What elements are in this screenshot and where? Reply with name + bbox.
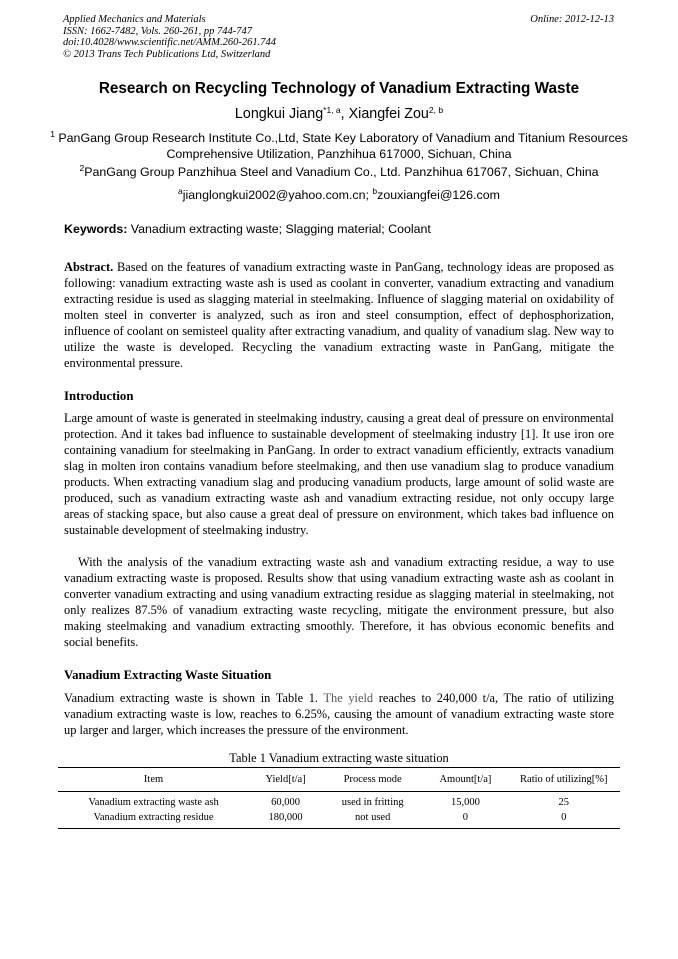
email-line (40, 188, 638, 202)
author-2-name: Xiangfei Zou (348, 106, 429, 122)
affiliation-2-superscript: 2 (79, 163, 85, 173)
situation-heading: Vanadium Extracting Waste Situation (64, 668, 272, 682)
keywords-text: Vanadium extracting waste; Slagging material; Coolant (127, 222, 431, 236)
situation-text-end: reaches to 240,000 t/a, The ratio of utilizing vanadium extracting waste is low, reaches to 6.25%, causing the amount of vanadium extracting waste store up larger and larger, which increases the pressure of the environment. (64, 691, 615, 737)
email-b-superscript: b (372, 186, 378, 196)
situation-text-start: Vanadium extracting waste is shown in Table 1. (64, 691, 324, 705)
affiliation-1-text: PanGang Group Research Institute Co.,Ltd, State Key Laboratory of Vanadium and Titanium Resources Comprehensive Utilization, Panzhihua 617000, Sichuan, China (54, 131, 628, 161)
table-row (58, 792, 620, 811)
keywords-label: Keywords: (64, 222, 128, 236)
table-cell-amount: 15,000 (450, 797, 480, 808)
introduction-heading: Introduction (64, 389, 134, 403)
situation-paragraph (64, 690, 614, 738)
author-2-superscript: 2, b (428, 105, 444, 115)
table-header-process-mode: Process mode (322, 768, 423, 792)
table-cell-yield: 180,000 (249, 810, 322, 829)
email-a-superscript: a (178, 186, 183, 196)
table-cell-amount: 0 (423, 810, 507, 829)
introduction-paragraph-1: Large amount of waste is generated in steelmaking industry, causing a great deal of pressure on environmental protection. And it takes bad influence to sustainable development of steelmaking industry [1]. It use iron ore containing vanadium for steelmaking in PanGang. In order to extract vanadium efficiently, extracts vanadium slag in molten iron contains vanadium before steelmaking, and then use vanadium slag to produce vanadium products. When extracting vanadium slag and producing vanadium products, large amount of solid waste are produced, such as vanadium extracting waste ash and vanadium extracting residue, not only occupy large areas of stacking space, but also cause a great deal of pressure on environment, which takes bad influence on sustainable development of steelmaking industry. (64, 411, 614, 537)
table-header-amount: Amount[t/a] (423, 768, 507, 792)
email-b-link[interactable]: zouxiangfei@126.com (377, 188, 500, 202)
paper-title: Research on Recycling Technology of Vanadium Extracting Waste (98, 80, 580, 97)
author-line (0, 106, 678, 122)
author-1-superscript: *1, a (323, 105, 341, 115)
table-row (58, 810, 620, 829)
table-cell-yield: 60,000 (271, 797, 301, 808)
affiliation-2-text: PanGang Group Panzhihua Steel and Vanadium Co., Ltd. Panzhihua 617067, Sichuan, China (84, 165, 599, 179)
issn-line: ISSN: 1662-7482, Vols. 260-261, pp 744-747 (63, 25, 252, 37)
keywords (64, 222, 624, 236)
table-cell-process-mode: used in fritting (341, 797, 404, 808)
table-cell-ratio: 0 (508, 810, 620, 829)
abstract (64, 259, 614, 371)
table-1-caption: Table 1 Vanadium extracting waste situation (229, 751, 449, 765)
online-date: Online: 2012-12-13 (530, 14, 614, 25)
table-header-ratio: Ratio of utilizing[%] (508, 768, 620, 792)
table-cell-process-mode: not used (322, 810, 423, 829)
doi-line: doi:10.4028/www.scientific.net/AMM.260-261.744 (63, 37, 276, 49)
table-cell-ratio: 25 (558, 797, 570, 808)
affiliation-1 (40, 130, 638, 162)
copyright-line: © 2013 Trans Tech Publications Ltd, Switzerland (63, 48, 271, 60)
introduction-paragraph-2: With the analysis of the vanadium extracting waste ash and vanadium extracting residue, a way to use vanadium extracting waste is proposed. Results show that using vanadium extracting waste ash as coolant in converter vanadium extracting and using vanadium extracting residue as slagging material in steelmaking, not only realizes 87.5% of vanadium extracting waste recycling, mitigate the environment pressure, but also making steelmaking and vanadium extracting smoothly. Therefore, it has obvious economic benefits and social benefits. (64, 555, 614, 649)
situation-text-highlight: The yield (323, 691, 374, 705)
journal-header (63, 14, 276, 60)
table-1 (58, 767, 620, 829)
abstract-text: Based on the features of vanadium extracting waste in PanGang, technology ideas are proposed as following: vanadium extracting waste ash is used as coolant in converter, vanadium extracting and vanadium extracting residue is used as slagging material in steelmaking. Influence of slagging material on oxidability of molten steel in converter is analyzed, such as iron and steel consumption, effect of dephosphorization, influence of coolant on semisteel quality after extracting vanadium, and quality of vanadium slag. New way to utilize the waste is developed. Recycling the vanadium extracting waste in PanGang, mitigate the environmental pressure. (64, 260, 614, 370)
table-cell-item: Vanadium extracting waste ash (88, 797, 219, 808)
journal-name: Applied Mechanics and Materials (63, 14, 206, 25)
affiliation-1-superscript: 1 (50, 129, 55, 139)
email-a-link[interactable]: jianglongkui2002@yahoo.com.cn; (182, 188, 373, 202)
author-separator: , (340, 106, 349, 122)
abstract-label: Abstract. (64, 260, 114, 274)
affiliation-2 (40, 165, 638, 179)
table-header-row (58, 768, 620, 792)
table-header-yield: Yield[t/a] (249, 768, 322, 792)
author-1-name: Longkui Jiang (234, 106, 324, 122)
table-cell-item: Vanadium extracting residue (58, 810, 249, 829)
table-header-item: Item (58, 768, 249, 792)
